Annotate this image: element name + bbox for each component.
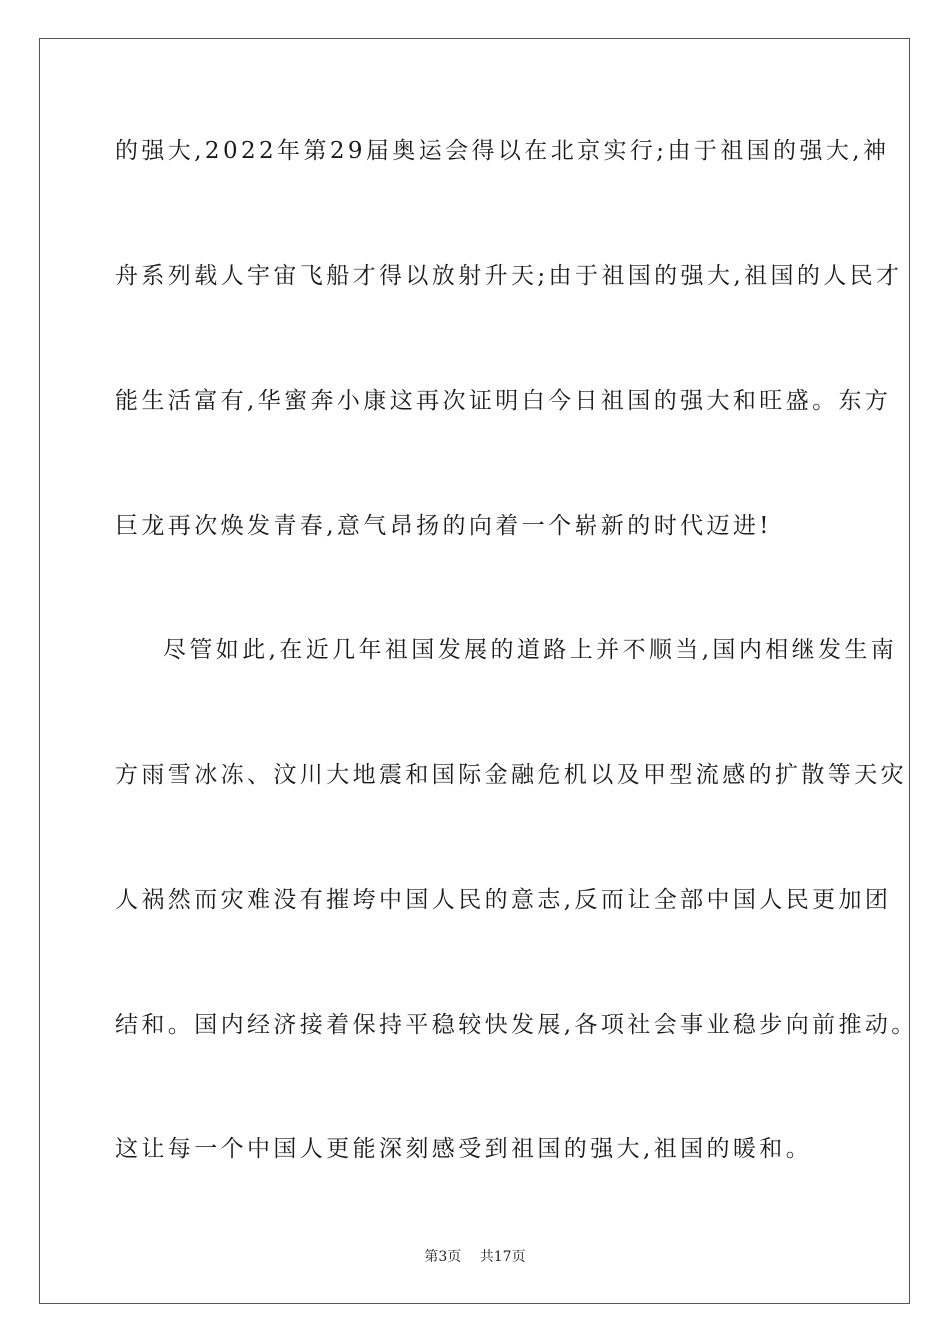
page-border [39, 38, 910, 1304]
text-line: 人祸然而灾难没有摧垮中国人民的意志,反而让全部中国人民更加团 [115, 887, 892, 913]
text-line: 方雨雪冰冻、汶川大地震和国际金融危机以及甲型流感的扩散等天灾 [115, 762, 907, 788]
text-line: 的强大,2022年第29届奥运会得以在北京实行;由于祖国的强大,神 [115, 138, 890, 164]
text-line: 这让每一个中国人更能深刻感受到祖国的强大,祖国的暖和。 [115, 1136, 813, 1162]
page-footer [0, 1246, 950, 1266]
text-line: 巨龙再次焕发青春,意气昂扬的向着一个崭新的时代迈进! [115, 513, 772, 539]
text-line: 能生活富有,华蜜奔小康这再次证明白今日祖国的强大和旺盛。东方 [115, 388, 892, 414]
text-line: 结和。国内经济接着保持平稳较快发展,各项社会事业稳步向前推动。 [115, 1012, 918, 1038]
page-total: 共17页 [479, 1249, 526, 1265]
paragraph-start-line: 尽管如此,在近几年祖国发展的道路上并不顺当,国内相继发生南 [163, 637, 898, 663]
text-line: 舟系列载人宇宙飞船才得以放射升天;由于祖国的强大,祖国的人民才 [115, 263, 903, 289]
page-number: 第3页 [424, 1249, 462, 1265]
